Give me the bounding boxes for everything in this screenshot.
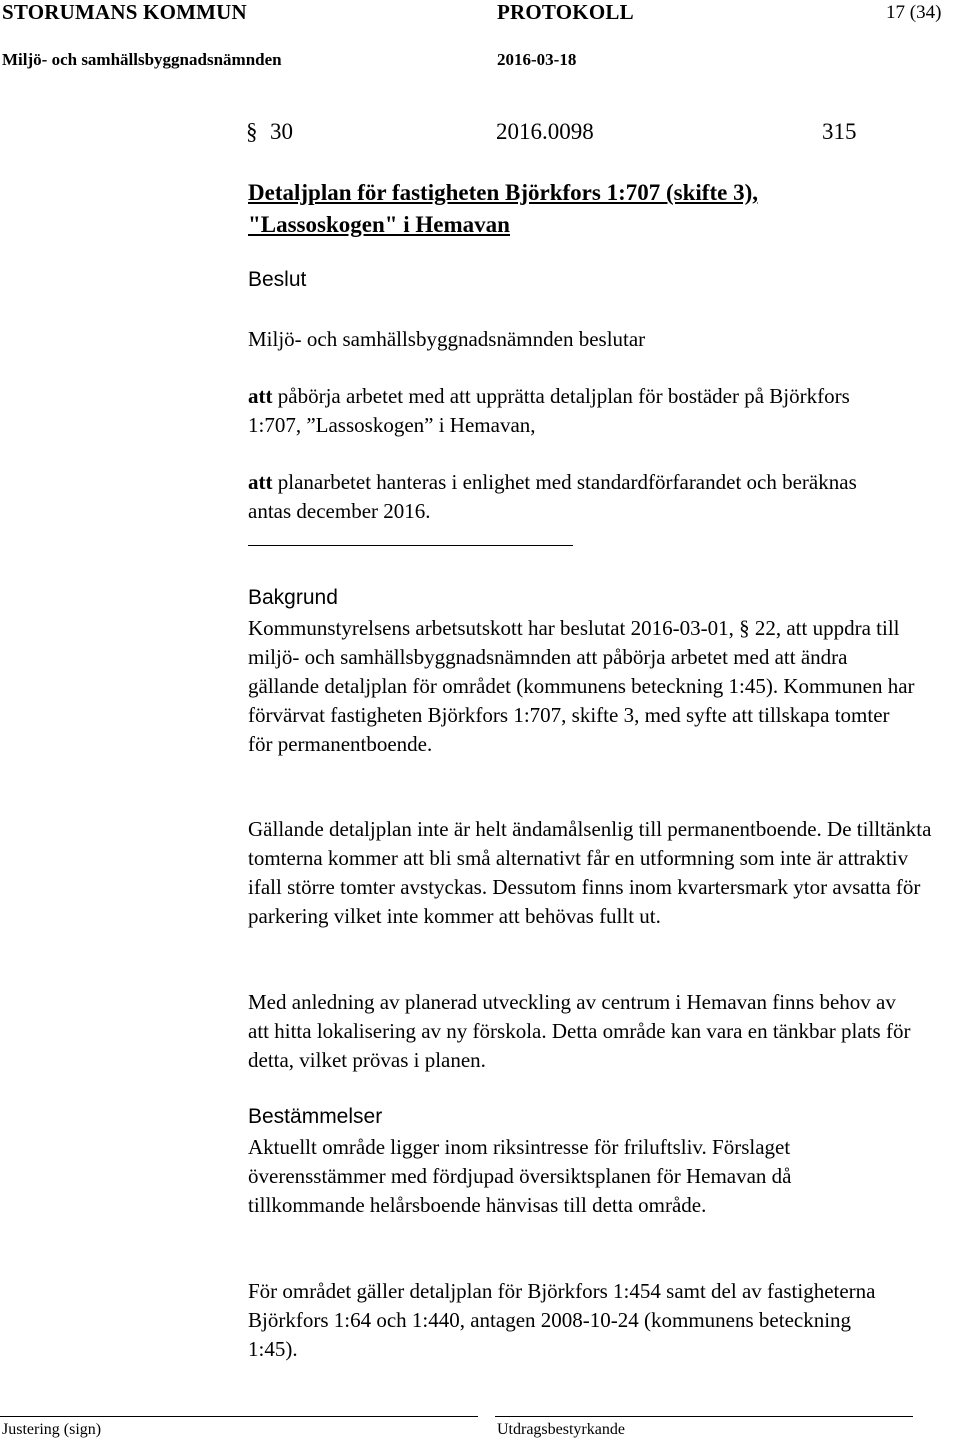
- signature-line-utdrag: [495, 1416, 913, 1417]
- beslut-heading: Beslut: [248, 268, 307, 291]
- att-keyword: att: [248, 470, 273, 494]
- case-code: 315: [822, 119, 857, 144]
- org-name: STORUMANS KOMMUN: [2, 0, 247, 24]
- section-symbol: §: [246, 119, 258, 144]
- signature-line-justering: [0, 1416, 478, 1417]
- bestammelser-paragraph-2: För området gäller detaljplan för Björkfors 1:454 samt del av fastigheterna Björkfors 1:64 och 1:440, antagen 2008-10-24 (kommunens beteckning 1:45).: [248, 1279, 876, 1361]
- paragraph-number: 30: [270, 119, 293, 144]
- beslut-intro: Miljö- och samhällsbyggnadsnämnden beslutar: [248, 327, 646, 351]
- bestammelser-heading: Bestämmelser: [248, 1105, 383, 1128]
- utdrag-label: Utdragsbestyrkande: [497, 1421, 625, 1438]
- beslut-item-1-text: påbörja arbetet med att upprätta detaljplan för bostäder på Björkfors 1:707, ”Lassoskogen” i Hemavan,: [248, 384, 850, 437]
- bakgrund-p1-rest: 22, att uppdra till miljö- och samhällsbyggnadsnämnden att påbörja arbetet med att ändra gällande detaljplan för området (kommunens beteckning 1:45). Kommunen har förvärvat fastigheten Björkfors 1:707, skifte 3, med syfte att tillskapa tomter för permanentboende.: [248, 616, 915, 756]
- bakgrund-p1-start: Kommunstyrelsens arbetsutskott har beslutat 2016-03-01,: [248, 616, 740, 640]
- justering-label: Justering (sign): [2, 1421, 102, 1438]
- att-keyword: att: [248, 384, 273, 408]
- beslut-item-2: [248, 468, 898, 526]
- beslut-item-1: [248, 382, 898, 440]
- bestammelser-paragraph-1: Aktuellt område ligger inom riksintresse för friluftsliv. Förslaget överensstämmer med fördjupad översiktsplanen för Hemavan då tillkommande helårsboende hänvisas till detta område.: [248, 1135, 792, 1217]
- beslut-item-2-text: planarbetet hanteras i enlighet med standardförfarandet och beräknas antas december 2016.: [248, 470, 857, 523]
- bakgrund-paragraph-2: Gällande detaljplan inte är helt ändamålsenlig till permanentboende. De tilltänkta tomterna kommer att bli små alternativt får en utformning som inte är attraktiv ifall större tomter avstyckas. Dessutom finns inom kvartersmark ytor avsatta för parkering vilket inte kommer att behövas fullt ut.: [248, 817, 932, 928]
- title-line-2: "Lassoskogen" i Hemavan: [248, 212, 510, 237]
- bakgrund-paragraph-1: [248, 614, 918, 759]
- case-number: 2016.0098: [496, 119, 594, 144]
- section-symbol: §: [739, 616, 750, 640]
- page-number: 17 (34): [886, 2, 942, 23]
- meeting-date: 2016-03-18: [497, 50, 577, 69]
- title-line-1: Detaljplan för fastigheten Björkfors 1:707 (skifte 3),: [248, 180, 758, 205]
- doc-type: PROTOKOLL: [497, 0, 634, 24]
- committee-name: Miljö- och samhällsbyggnadsnämnden: [2, 50, 282, 69]
- separator-line: [248, 545, 573, 546]
- bakgrund-paragraph-3: Med anledning av planerad utveckling av centrum i Hemavan finns behov av att hitta lokalisering av ny förskola. Detta område kan vara en tänkbar plats för detta, vilket prövas i planen.: [248, 990, 911, 1072]
- bakgrund-heading: Bakgrund: [248, 586, 338, 609]
